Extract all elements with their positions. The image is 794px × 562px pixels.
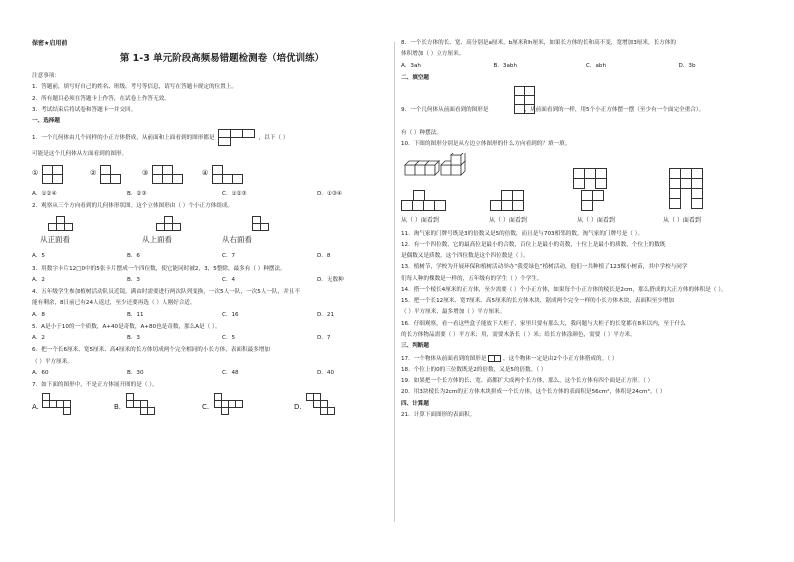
option[interactable]: A．①②④ xyxy=(32,190,57,197)
question-6: 6．把一个长6厘米、宽5厘米、高4厘米的长方体切成两个完全相同的小长方体，表面积最多增加 xyxy=(32,347,270,354)
question-6-line2: （ ）平方厘米。 xyxy=(32,358,73,365)
option[interactable]: B．6 xyxy=(127,253,140,260)
option[interactable]: D．21 xyxy=(317,311,335,318)
option[interactable]: C．5 xyxy=(222,335,236,342)
question-9-text: 9．一个几何体从前面看到的图形是 xyxy=(401,107,489,114)
option[interactable]: C．48 xyxy=(222,369,239,376)
q7-opt-a[interactable]: A. xyxy=(32,403,39,412)
option[interactable]: B．30 xyxy=(127,369,144,376)
question-8: 8．一个长方体的长、宽、高分别是a厘米，b厘米和h厘米，如果长方体的长和高不变，宽增加3厘米，长方体的 xyxy=(401,40,676,46)
option[interactable]: D．无数种 xyxy=(317,276,344,283)
option[interactable]: B．11 xyxy=(127,311,144,318)
question-2: 2．观察从三个方向看到的几何体形状图。这个立体图形由（ ）个小正方体组成。 xyxy=(32,203,234,209)
option[interactable]: A．2 xyxy=(32,335,45,342)
question-20: 20．用3块棱长为2cm的正方体木块拼成一个长方体，这个长方体的表面积是56cm²，体积是24cm³。（ ） xyxy=(401,389,666,396)
q1-options-figure xyxy=(32,163,412,187)
q2-views-figure xyxy=(32,214,412,250)
question-15: 15．把一个长12厘米、宽7厘米、高5厘米的长方体木块，锯成两个完全一样的小长方体木块，表面积至少增加 xyxy=(401,298,675,305)
option[interactable]: A．2 xyxy=(32,276,45,283)
q10-label-3: 从（ ）面看到 xyxy=(577,216,615,224)
section-calc: 四、计算题 xyxy=(401,400,429,407)
question-7: 7．如下面的图形中，不是正方体展开图的是（ ）。 xyxy=(32,382,158,389)
q10-label-2: 从（ ）面看到 xyxy=(489,216,527,224)
question-16: 16．仔细观察，看一看这些盒子能放下大柜子，家里只要有那么大，我问题与大柜子的长宽都在8米以内，至于什么 xyxy=(401,320,686,327)
option[interactable]: B．②③ xyxy=(127,190,147,197)
q1-mark-3: ③ xyxy=(142,168,149,177)
q10-figure xyxy=(401,153,771,231)
section-judge: 三、判断题 xyxy=(401,343,429,350)
option[interactable]: D．40 xyxy=(317,369,335,376)
q1-mark-4: ④ xyxy=(202,168,209,177)
section-choice: 一、选择题 xyxy=(32,118,60,125)
option[interactable]: A．5 xyxy=(32,253,45,260)
question-1-text-b: ，以下（ ） xyxy=(258,134,289,141)
question-17-text-b: ，这个物体一定是由2个小正方体搭成的。（ ） xyxy=(503,355,618,362)
q1-options xyxy=(32,191,412,198)
q7-nets-figure xyxy=(32,393,412,427)
option[interactable]: A．60 xyxy=(32,369,49,376)
question-12: 12．有一个四位数，它的最高位是最小的合数，百位上是最小的奇数，十位上是最小的质数，个位上的数既 xyxy=(401,241,666,248)
question-12-line2: 是偶数又是质数，这个四位数是这个四位数是（ ）。 xyxy=(401,253,529,260)
option[interactable]: A．3ah xyxy=(401,62,421,69)
q1-mark-1: ① xyxy=(32,168,39,177)
question-1-text: 1．一个几何体由几个同样的小正方体搭成，从前面和上面看到的图形都是 xyxy=(32,134,215,141)
q1-mark-2: ② xyxy=(90,168,97,177)
q1-view-figure xyxy=(218,129,256,147)
option[interactable]: D．7 xyxy=(317,335,331,342)
option[interactable]: D．①③④ xyxy=(317,190,342,197)
q9-block xyxy=(401,86,771,124)
q17-two-square-figure xyxy=(488,355,501,362)
option[interactable]: B．3 xyxy=(127,335,140,342)
option[interactable]: C．4 xyxy=(222,276,236,283)
q4-options xyxy=(32,312,412,319)
q10-label-4: 从（ ）面看到 xyxy=(663,216,701,224)
question-3: 3．用数字卡片12□0中的5张卡片摆成一个四位数，使它能同时被2，3，5整除，最多有（ ）种摆法。 xyxy=(32,265,286,272)
right-column xyxy=(401,40,771,423)
question-1 xyxy=(32,129,412,147)
question-9-line2: 有（ ）种摆法。 xyxy=(401,130,442,137)
option[interactable]: A．8 xyxy=(32,311,45,318)
secret-label: 保密★启用前 xyxy=(32,40,68,47)
q2-label-right: 从右面看 xyxy=(222,235,252,245)
question-4-line2: 能有剩余，8日前已有24人返过，至少还要再选（ ）人刚好合适。 xyxy=(32,300,196,307)
question-4: 4．五年级学生参加植树活动队员近镜。满由时需要进行两次队列变换，一次5人一队，一次5人一队，并且不 xyxy=(32,289,300,296)
option[interactable]: D．3b xyxy=(678,62,696,69)
notice-item: 2．所有题目必须在答题卡上作答，在试卷上作答无效。 xyxy=(32,95,170,102)
question-14: 14．搭一个棱长4厘米的正方体，至少需要（ ）个小正方体，如果每个小正方体的棱长是2cm，那么搭成的大正方体的体积是（ ）。 xyxy=(401,286,727,293)
q7-opt-c[interactable]: C. xyxy=(202,403,210,412)
section-fill: 二、填空题 xyxy=(401,74,429,81)
question-5: 5．A是小于10的一个质数，A+40是奇数，A+80也是奇数，那么A是（ ）。 xyxy=(32,323,221,330)
question-9-text-b: ，从前面看到的一样，用5个小正方体摆一摆（至少有一个面完全重合）。 xyxy=(524,107,705,114)
q6-options xyxy=(32,370,412,377)
q7-opt-d[interactable]: D. xyxy=(294,403,302,412)
option[interactable]: C．16 xyxy=(222,311,239,318)
column-divider xyxy=(394,42,395,522)
notice-item: 3．考试结束后将试卷和答题卡一并交回。 xyxy=(32,106,137,113)
question-17 xyxy=(401,355,771,363)
page-title: 第 1-3 单元阶段高频易错题检测卷（培优训练） xyxy=(119,52,325,64)
question-19: 19．如果把一个长方体的长、宽、高都扩大成两个长方体，那么，这个长方体有四个面是正方形。（ ） xyxy=(401,378,654,385)
option[interactable]: C．abh xyxy=(586,62,607,69)
question-15-line2: （ ）平方厘米，最多增加（ ）平方厘米。 xyxy=(401,309,506,316)
question-9 xyxy=(401,107,704,114)
option[interactable]: B．3abh xyxy=(493,62,518,69)
question-8-line2: 体积增加（ ）立方厘米。 xyxy=(401,51,465,58)
q10-label-1: 从（ ）面看到 xyxy=(401,216,439,224)
q10-solid-figure xyxy=(401,153,471,183)
q5-options xyxy=(32,335,412,342)
q8-options xyxy=(401,63,771,70)
q7-opt-b[interactable]: B. xyxy=(114,403,122,412)
left-column xyxy=(32,40,412,427)
q2-options xyxy=(32,253,412,260)
notice-title: 注意事项： xyxy=(32,73,60,80)
q2-label-top: 从上面看 xyxy=(142,235,172,245)
option[interactable]: B．3 xyxy=(127,276,140,283)
question-11: 11．淘气家的门牌号既是3的倍数又是5的倍数，而且是与703相邻的数，淘气家的门牌号是（ ）。 xyxy=(401,230,644,237)
question-1-line2: 可能是这个几何体从左面看到的图形。 xyxy=(32,151,128,158)
question-16-line2: 的长方体物品需要（ ）平方米；用，需要木条长（ ）米；给长方体涂颜色，需要（ ）平方米。 xyxy=(401,331,636,338)
question-10: 10．下图的图形分别是从左边立体图形的什么方向看到的？填一填。 xyxy=(401,141,571,148)
q2-label-front: 从正面看 xyxy=(40,235,70,245)
q3-options xyxy=(32,277,412,284)
question-21: 21．计算下面图形的表面积。 xyxy=(401,411,476,418)
option[interactable]: C．7 xyxy=(222,253,236,260)
question-13-line2: 们每人种的棵数是一样的，五年级有的学生（ ）个学生。 xyxy=(401,275,543,282)
question-17-text: 17．一个物体从前面看到的图形是 xyxy=(401,355,487,362)
notice-item: 1．答题前，填写好自己的姓名、班级、考号等信息，请写在答题卡规定的位置上。 xyxy=(32,84,237,91)
question-13: 13．植树节，学校为开展环保和植树活动举办“我爱绿色”植树活动，他们一共种植了123棵小树苗，其中学校与同学 xyxy=(401,264,688,271)
option[interactable]: D．8 xyxy=(317,253,331,260)
question-18: 18．个位上的0的三位数既是2的倍数，又是5的倍数。（ ） xyxy=(401,366,547,373)
option[interactable]: C．①②③ xyxy=(222,190,247,197)
